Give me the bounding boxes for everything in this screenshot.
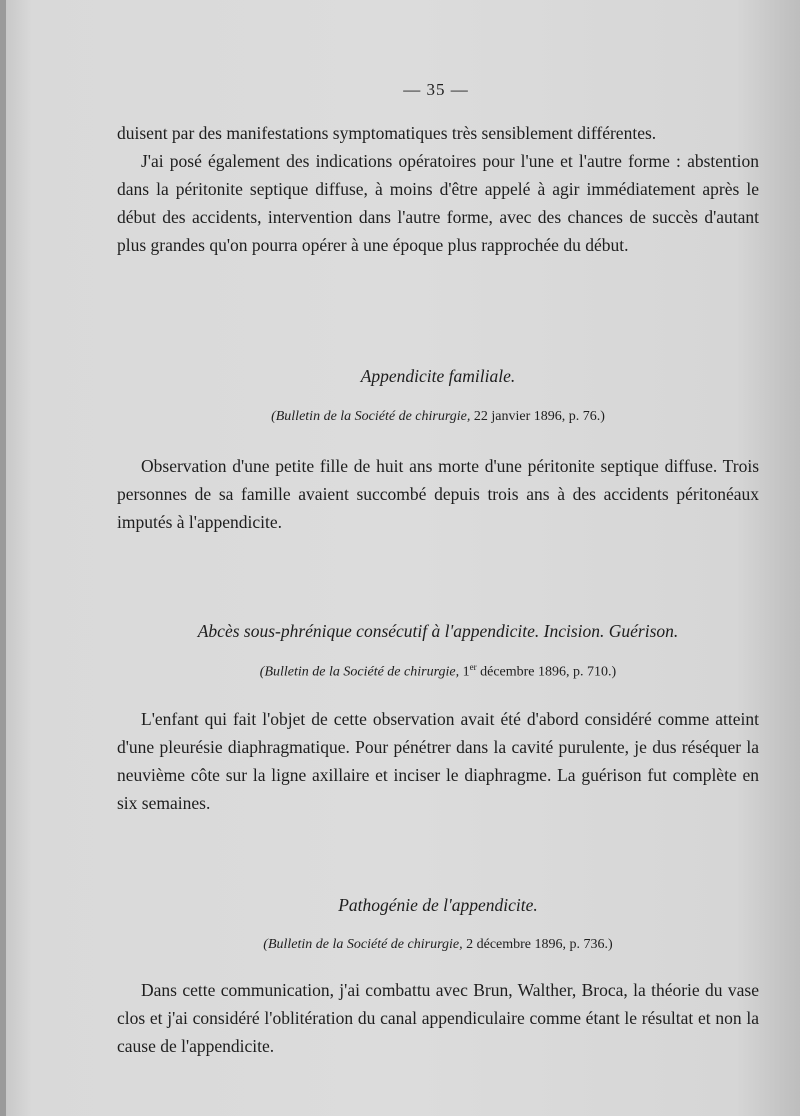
section-source-1 [117,409,759,425]
section-body-1 [117,452,759,536]
source-superscript: er [469,662,477,672]
source-date: décembre 1896, p. 710.) [480,664,617,680]
intro-block [117,119,759,259]
page-number: — 35 — [403,80,469,99]
source-journal: (Bulletin de la Société de chirurgie, [263,937,463,952]
section-source-2 [117,662,759,681]
section-title-appendicite-familiale: Appendicite familiale. [360,366,516,386]
section-title-abces-sous-phrenique: Abcès sous-phrénique consécutif à l'appendicite. Incision. Guérison. [197,621,679,641]
source-date: 22 janvier 1896, p. 76.) [473,409,605,424]
intro-paragraph-2: J'ai posé également des indications opératoires pour l'une et l'autre forme : abstention dans la péritonite septique diffuse, à moins d'être appelé à agir immédiatement après le début des accidents, intervention dans l'autre forme, avec des chances de succès d'autant plus grandes qu'on pourra opérer à une époque plus rapprochée du début. [117,151,759,255]
section-body-2 [117,705,759,817]
section-source-3 [117,937,759,953]
section-paragraph: Dans cette communication, j'ai combattu avec Brun, Walther, Broca, la théorie du vase clos et j'ai considéré l'oblitération du canal appendiculaire comme étant le résultat et non la cause de l'appendicite. [117,980,759,1056]
section-paragraph: L'enfant qui fait l'objet de cette observation avait été d'abord considéré comme atteint d'une pleurésie diaphragmatique. Pour pénétrer dans la cavité purulente, je dus réséquer la neuvième côte sur la ligne axillaire et inciser le diaphragme. La guérison fut complète en six semaines. [117,709,759,813]
section-title-pathogenie: Pathogénie de l'appendicite. [338,895,538,915]
source-day: 1 [462,664,470,680]
source-journal: (Bulletin de la Société de chirurgie, [271,409,471,424]
section-body-3 [117,976,759,1060]
source-journal: (Bulletin de la Société de chirurgie, [259,664,460,680]
intro-paragraph-1: duisent par des manifestations symptomatiques très sensiblement différentes. [117,123,657,143]
section-paragraph: Observation d'une petite fille de huit ans morte d'une péritonite septique diffuse. Trois personnes de sa famille avaient succombé depuis trois ans à des accidents péritonéaux imputés à l'appendicite. [117,456,759,532]
source-date: 2 décembre 1896, p. 736.) [466,937,613,952]
